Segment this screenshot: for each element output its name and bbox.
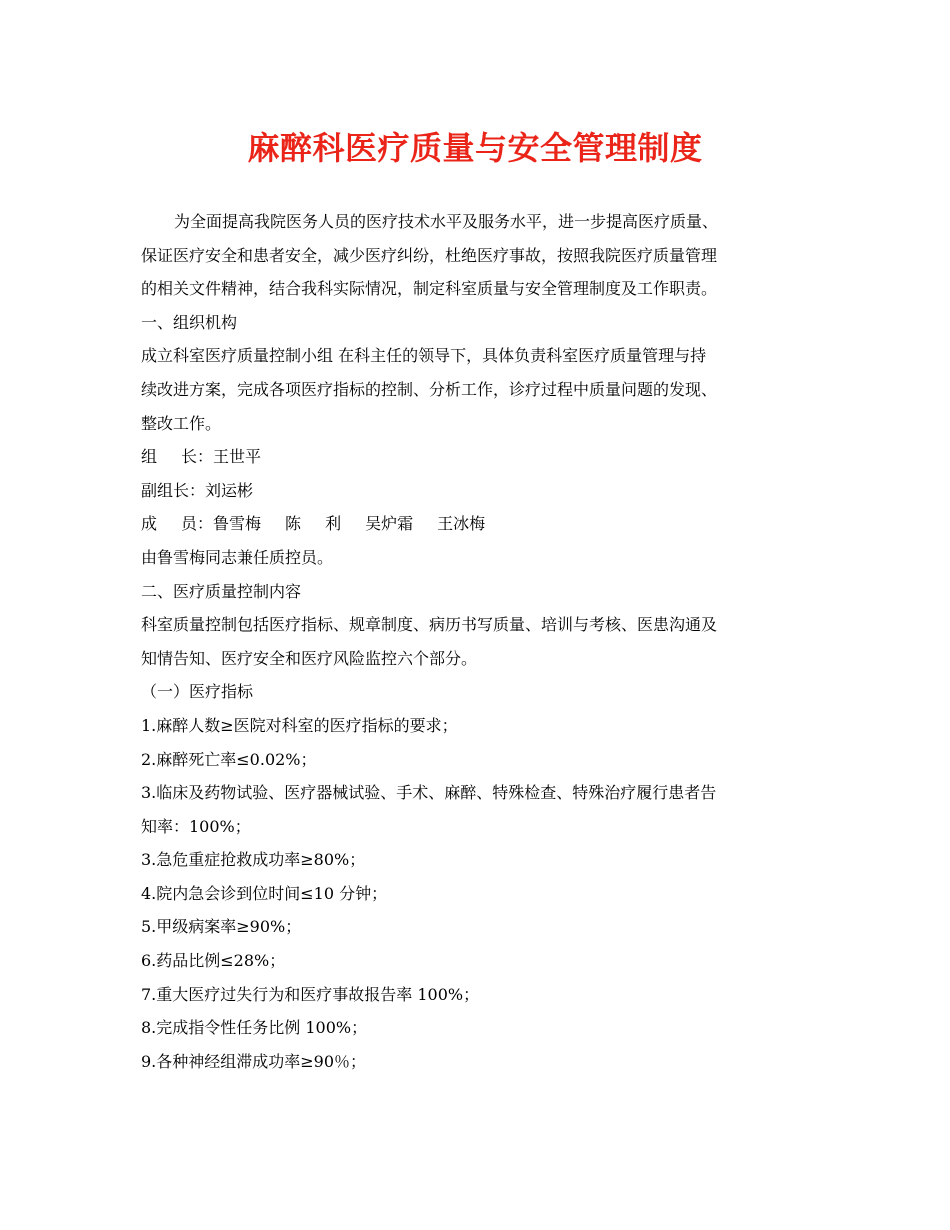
list-item: 5.甲级病案率≥90%； — [141, 917, 302, 937]
list-item: 6.药品比例≤28%； — [141, 951, 286, 971]
member-name: 鲁雪梅 — [213, 514, 262, 534]
members-row — [141, 507, 841, 541]
paragraph-line: 由鲁雪梅同志兼任质控员。 — [141, 547, 334, 567]
list-item: 3.急危重症抢救成功率≥80%； — [141, 850, 366, 870]
leader-label-a: 组 — [141, 447, 158, 467]
member-name: 利 — [325, 514, 342, 534]
list-item: 2.麻醉死亡率≤0.02%； — [141, 749, 317, 769]
subsection-heading: （一）医疗指标 — [141, 682, 254, 702]
list-item: 1.麻醉人数≥医院对科室的医疗指标的要求； — [141, 715, 458, 735]
intro-line: 为全面提高我院医务人员的医疗技术水平及服务水平，进一步提高医疗质量、 — [174, 212, 719, 231]
member-name: 王冰梅 — [437, 514, 486, 534]
leader-label-b: 长： — [181, 447, 214, 467]
paragraph-line: 续改进方案，完成各项医疗指标的控制、分析工作，诊疗过程中质量问题的发现、 — [141, 379, 718, 399]
paragraph-line: 成立科室医疗质量控制小组 在科主任的领导下，具体负责科室医疗质量管理与持 — [141, 346, 707, 366]
list-item: 3.临床及药物试验、医疗器械试验、手术、麻醉、特殊检查、特殊治疗履行患者告 — [141, 783, 717, 803]
intro-line: 保证医疗安全和患者安全，减少医疗纠纷，杜绝医疗事故，按照我院医疗质量管理 — [141, 245, 718, 265]
paragraph-line: 知情告知、医疗安全和医疗风险监控六个部分。 — [141, 648, 478, 668]
paragraph-line: 整改工作。 — [141, 413, 222, 433]
deputy-label: 副组长： — [141, 480, 206, 500]
intro-line: 的相关文件精神，结合我科实际情况，制定科室质量与安全管理制度及工作职责。 — [141, 279, 718, 299]
list-item: 知率：100%； — [141, 816, 251, 836]
list-item: 7.重大医疗过失行为和医疗事故报告率 100%； — [141, 984, 480, 1004]
list-item: 9.各种神经组滞成功率≥90％； — [141, 1051, 367, 1071]
members-label-a: 成 — [141, 514, 158, 534]
member-name: 吴炉霜 — [365, 514, 414, 534]
deputy-name: 刘运彬 — [205, 480, 254, 500]
list-item: 8.完成指令性任务比例 100%； — [141, 1018, 368, 1038]
document-title: 麻醉科医疗质量与安全管理制度 — [247, 129, 703, 167]
section-heading: 一、组织机构 — [141, 312, 238, 332]
leader-name: 王世平 — [213, 447, 262, 467]
document-body — [141, 205, 841, 1078]
paragraph-line: 科室质量控制包括医疗指标、规章制度、病历书写质量、培训与考核、医患沟通及 — [141, 615, 718, 635]
leader-row — [141, 440, 841, 474]
members-label-b: 员： — [181, 514, 214, 534]
member-name: 陈 — [285, 514, 302, 534]
section-heading: 二、医疗质量控制内容 — [141, 581, 302, 601]
deputy-row — [141, 474, 841, 508]
list-item: 4.院内急会诊到位时间≤10 分钟； — [141, 883, 388, 903]
